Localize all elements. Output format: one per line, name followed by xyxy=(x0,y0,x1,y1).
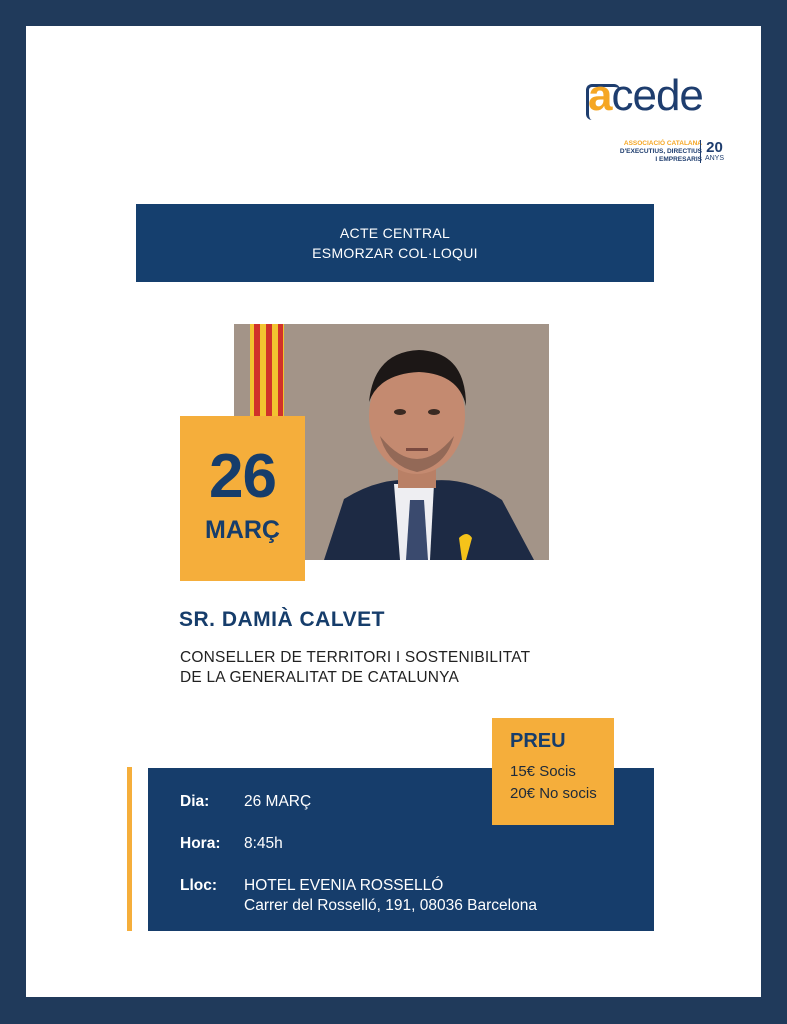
detail-place-venue: HOTEL EVENIA ROSSELLÓ xyxy=(244,877,444,894)
price-members: 15€ Socis xyxy=(510,763,576,780)
detail-time-value: 8:45h xyxy=(244,835,283,852)
logo-wordmark xyxy=(588,71,703,120)
date-box xyxy=(180,416,305,581)
logo-anniversary xyxy=(700,140,724,163)
speaker-role xyxy=(180,648,530,688)
detail-day-label: Dia: xyxy=(180,793,210,810)
detail-place-value xyxy=(244,876,537,916)
logo-letter-a: a xyxy=(588,71,612,120)
logo-subtitle-line1: ASSOCIACIÓ CATALANA xyxy=(623,140,702,147)
date-day: 26 xyxy=(209,442,276,511)
speaker-role-line2: DE LA GENERALITAT DE CATALUNYA xyxy=(180,669,460,686)
logo-subtitle-line2: D'EXECUTIUS, DIRECTIUS xyxy=(619,148,702,155)
detail-place-address: Carrer del Rosselló, 191, 08036 Barcelona xyxy=(244,897,537,914)
logo-subtitle xyxy=(620,140,702,164)
detail-time-label: Hora: xyxy=(180,835,221,852)
poster-card xyxy=(26,26,761,997)
detail-place-label: Lloc: xyxy=(180,877,218,894)
date-month: MARÇ xyxy=(205,516,280,544)
logo-years-number: 20 xyxy=(706,139,723,156)
detail-day-value: 26 MARÇ xyxy=(244,793,312,810)
price-non-members: 20€ No socis xyxy=(510,785,597,802)
logo-years-text: ANYS xyxy=(704,155,724,162)
event-type: ACTE CENTRAL xyxy=(339,225,451,241)
event-banner xyxy=(136,204,654,282)
logo-letters-rest: cede xyxy=(611,71,703,120)
speaker-role-line1: CONSELLER DE TERRITORI I SOSTENIBILITAT xyxy=(180,649,531,666)
price-box xyxy=(492,718,614,825)
event-format: ESMORZAR COL·LOQUI xyxy=(312,245,478,261)
details-accent-bar xyxy=(127,767,132,931)
price-title: PREU xyxy=(510,730,566,752)
speaker-name: SR. DAMIÀ CALVET xyxy=(179,608,385,631)
acede-logo xyxy=(586,71,746,178)
logo-subtitle-line3: I EMPRESARIS xyxy=(655,156,702,163)
